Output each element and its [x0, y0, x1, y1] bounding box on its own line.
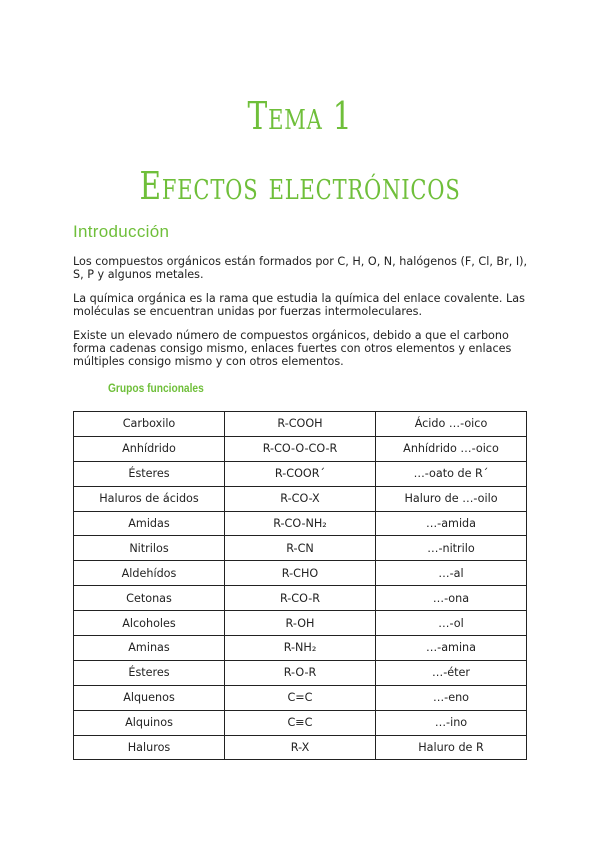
group-name: Cetonas	[74, 586, 225, 611]
group-name: Haluros	[74, 735, 225, 760]
functional-groups-table	[73, 411, 527, 760]
table-row	[74, 611, 527, 636]
paragraph: Los compuestos orgánicos están formados por C, H, O, N, halógenos (F, Cl, Br, I), S, P y algunos metales.	[73, 255, 528, 281]
group-name: Alcoholes	[74, 611, 225, 636]
group-nomenclature: …-amina	[376, 636, 527, 661]
table-row	[74, 586, 527, 611]
group-nomenclature: …-amida	[376, 511, 527, 536]
group-name: Amidas	[74, 511, 225, 536]
group-formula: C=C	[225, 685, 376, 710]
group-name: Alquenos	[74, 685, 225, 710]
table-row	[74, 685, 527, 710]
table-row	[74, 636, 527, 661]
table-row	[74, 436, 527, 461]
group-name: Alquinos	[74, 710, 225, 735]
group-name: Ésteres	[74, 660, 225, 685]
group-nomenclature: …-oato de R´	[376, 461, 527, 486]
group-formula: C≡C	[225, 710, 376, 735]
table-row	[74, 511, 527, 536]
page-subtitle: Efectos electrónicos	[139, 164, 461, 208]
group-nomenclature: Anhídrido …-oico	[376, 436, 527, 461]
section-heading: Introducción	[73, 222, 170, 241]
group-nomenclature: Ácido …-oico	[376, 412, 527, 437]
paragraph: Existe un elevado número de compuestos orgánicos, debido a que el carbono forma cadenas consigo mismo, enlaces fuertes con otros elementos y enlaces múltiples consigo mismo y con otros elementos.	[73, 329, 512, 368]
group-name: Aminas	[74, 636, 225, 661]
group-name: Anhídrido	[74, 436, 225, 461]
group-name: Aldehídos	[74, 561, 225, 586]
group-formula: R-CO-O-CO-R	[225, 436, 376, 461]
group-name: Ésteres	[74, 461, 225, 486]
group-nomenclature: …-ino	[376, 710, 527, 735]
group-nomenclature: Haluro de …-oilo	[376, 486, 527, 511]
group-nomenclature: …-ona	[376, 586, 527, 611]
group-nomenclature: …-al	[376, 561, 527, 586]
table-row	[74, 461, 527, 486]
table-row	[74, 486, 527, 511]
group-formula: R-OH	[225, 611, 376, 636]
group-formula: R-NH₂	[225, 636, 376, 661]
group-nomenclature: …-nitrilo	[376, 536, 527, 561]
group-formula: R-CO-X	[225, 486, 376, 511]
subsection-heading: Grupos funcionales	[108, 381, 204, 395]
table-row	[74, 561, 527, 586]
group-name: Carboxilo	[74, 412, 225, 437]
group-formula: R-COOH	[225, 412, 376, 437]
table-row	[74, 412, 527, 437]
page-title: Tema 1	[247, 94, 353, 138]
group-formula: R-CO-R	[225, 586, 376, 611]
group-formula: R-X	[225, 735, 376, 760]
table-row	[74, 660, 527, 685]
group-formula: R-CHO	[225, 561, 376, 586]
table-row	[74, 710, 527, 735]
group-formula: R-COOR´	[225, 461, 376, 486]
paragraph: La química orgánica es la rama que estudia la química del enlace covalente. Las moléculas se encuentran unidas por fuerzas intermoleculares.	[73, 292, 525, 318]
group-nomenclature: …-éter	[376, 660, 527, 685]
group-nomenclature: …-eno	[376, 685, 527, 710]
group-formula: R-O-R	[225, 660, 376, 685]
group-name: Nitrilos	[74, 536, 225, 561]
table-row	[74, 735, 527, 760]
group-formula: R-CN	[225, 536, 376, 561]
group-name: Haluros de ácidos	[74, 486, 225, 511]
table-row	[74, 536, 527, 561]
group-nomenclature: Haluro de R	[376, 735, 527, 760]
group-nomenclature: …-ol	[376, 611, 527, 636]
group-formula: R-CO-NH₂	[225, 511, 376, 536]
